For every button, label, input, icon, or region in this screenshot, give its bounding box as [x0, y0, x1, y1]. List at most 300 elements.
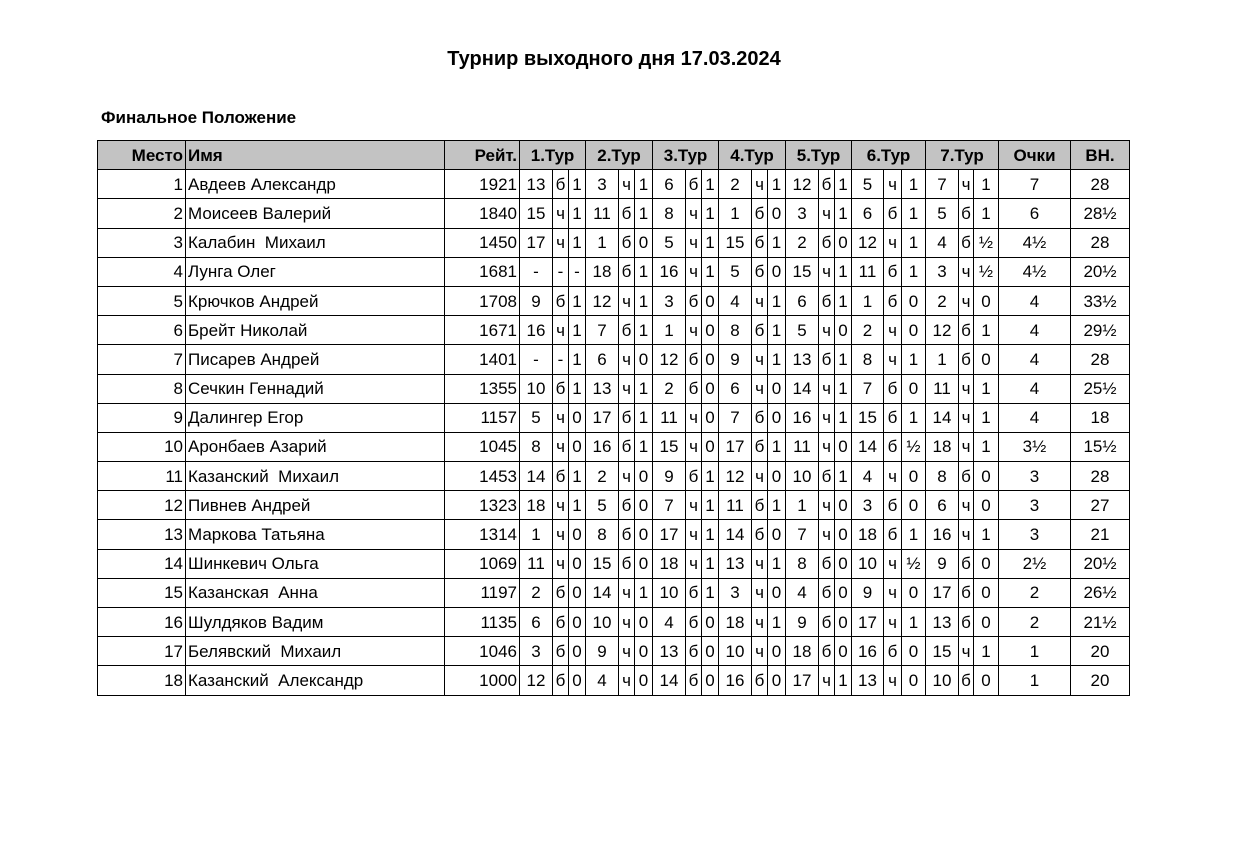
header-points: Очки: [999, 141, 1071, 170]
opponent-cell: -: [520, 345, 553, 374]
tiebreak-cell: 20½: [1071, 257, 1130, 286]
opponent-cell: 6: [719, 374, 752, 403]
color-cell: б: [884, 432, 902, 461]
points-cell: 4: [999, 403, 1071, 432]
color-cell: б: [959, 199, 974, 228]
player-name-cell: Маркова Татьяна: [186, 520, 445, 549]
table-row: [98, 403, 1130, 432]
color-cell: б: [752, 257, 768, 286]
result-cell: 0: [569, 549, 586, 578]
rating-cell: 1708: [445, 286, 520, 315]
color-cell: ч: [619, 578, 635, 607]
tiebreak-cell: 25½: [1071, 374, 1130, 403]
opponent-cell: 13: [719, 549, 752, 578]
header-round: 7.Тур: [926, 141, 999, 170]
player-name-cell: Далингер Егор: [186, 403, 445, 432]
opponent-cell: 10: [852, 549, 884, 578]
rating-cell: 1355: [445, 374, 520, 403]
color-cell: ч: [752, 170, 768, 199]
color-cell: б: [752, 432, 768, 461]
opponent-cell: 7: [852, 374, 884, 403]
result-cell: 1: [702, 578, 719, 607]
color-cell: ч: [686, 199, 702, 228]
place-cell: 18: [98, 666, 186, 695]
result-cell: 1: [768, 549, 786, 578]
result-cell: ½: [974, 257, 999, 286]
color-cell: б: [686, 462, 702, 491]
result-cell: 1: [768, 491, 786, 520]
place-cell: 5: [98, 286, 186, 315]
color-cell: ч: [619, 462, 635, 491]
opponent-cell: 13: [852, 666, 884, 695]
place-cell: 13: [98, 520, 186, 549]
opponent-cell: 3: [852, 491, 884, 520]
result-cell: 0: [702, 432, 719, 461]
result-cell: 1: [569, 170, 586, 199]
rating-cell: 1401: [445, 345, 520, 374]
tiebreak-cell: 28: [1071, 345, 1130, 374]
result-cell: 1: [635, 170, 653, 199]
opponent-cell: 7: [653, 491, 686, 520]
color-cell: ч: [619, 637, 635, 666]
result-cell: 0: [835, 520, 852, 549]
color-cell: б: [884, 257, 902, 286]
tiebreak-cell: 21½: [1071, 608, 1130, 637]
opponent-cell: 4: [586, 666, 619, 695]
result-cell: 1: [835, 666, 852, 695]
result-cell: 1: [902, 199, 926, 228]
result-cell: 1: [835, 374, 852, 403]
place-cell: 14: [98, 549, 186, 578]
color-cell: ч: [686, 520, 702, 549]
points-cell: 2: [999, 608, 1071, 637]
color-cell: ч: [619, 374, 635, 403]
color-cell: б: [619, 520, 635, 549]
opponent-cell: 13: [926, 608, 959, 637]
result-cell: 0: [635, 666, 653, 695]
opponent-cell: 3: [586, 170, 619, 199]
points-cell: 1: [999, 666, 1071, 695]
tiebreak-cell: 20½: [1071, 549, 1130, 578]
color-cell: ч: [884, 170, 902, 199]
opponent-cell: 6: [926, 491, 959, 520]
result-cell: 0: [702, 608, 719, 637]
standings-table: [97, 140, 1130, 696]
opponent-cell: 2: [852, 316, 884, 345]
opponent-cell: 9: [586, 637, 619, 666]
result-cell: 0: [835, 637, 852, 666]
opponent-cell: 11: [786, 432, 819, 461]
color-cell: б: [959, 608, 974, 637]
opponent-cell: 2: [926, 286, 959, 315]
opponent-cell: 18: [786, 637, 819, 666]
opponent-cell: 13: [786, 345, 819, 374]
color-cell: ч: [553, 403, 569, 432]
opponent-cell: 6: [852, 199, 884, 228]
color-cell: б: [686, 666, 702, 695]
color-cell: ч: [959, 491, 974, 520]
opponent-cell: 18: [586, 257, 619, 286]
opponent-cell: 16: [653, 257, 686, 286]
place-cell: 15: [98, 578, 186, 607]
color-cell: б: [819, 286, 835, 315]
color-cell: ч: [752, 549, 768, 578]
color-cell: б: [752, 199, 768, 228]
color-cell: ч: [752, 637, 768, 666]
color-cell: ч: [884, 608, 902, 637]
opponent-cell: 12: [786, 170, 819, 199]
color-cell: б: [686, 578, 702, 607]
header-round: 2.Тур: [586, 141, 653, 170]
tiebreak-cell: 27: [1071, 491, 1130, 520]
color-cell: ч: [752, 345, 768, 374]
color-cell: б: [959, 228, 974, 257]
place-cell: 6: [98, 316, 186, 345]
opponent-cell: 14: [653, 666, 686, 695]
opponent-cell: 7: [926, 170, 959, 199]
opponent-cell: 8: [786, 549, 819, 578]
table-row: [98, 374, 1130, 403]
color-cell: ч: [884, 462, 902, 491]
color-cell: ч: [884, 316, 902, 345]
result-cell: 0: [768, 462, 786, 491]
result-cell: 0: [835, 549, 852, 578]
result-cell: 1: [835, 403, 852, 432]
table-row: [98, 637, 1130, 666]
result-cell: -: [569, 257, 586, 286]
color-cell: ч: [819, 432, 835, 461]
opponent-cell: 8: [520, 432, 553, 461]
result-cell: 1: [635, 432, 653, 461]
color-cell: ч: [686, 257, 702, 286]
player-name-cell: Лунга Олег: [186, 257, 445, 286]
opponent-cell: 6: [520, 608, 553, 637]
tiebreak-cell: 18: [1071, 403, 1130, 432]
rating-cell: 1450: [445, 228, 520, 257]
player-name-cell: Шинкевич Ольга: [186, 549, 445, 578]
result-cell: 0: [569, 403, 586, 432]
color-cell: ч: [553, 199, 569, 228]
header-name: Имя: [186, 141, 445, 170]
opponent-cell: 15: [586, 549, 619, 578]
opponent-cell: 11: [520, 549, 553, 578]
color-cell: б: [553, 637, 569, 666]
opponent-cell: 7: [786, 520, 819, 549]
player-name-cell: Казанский Александр: [186, 666, 445, 695]
color-cell: б: [619, 316, 635, 345]
result-cell: 0: [902, 666, 926, 695]
color-cell: ч: [959, 257, 974, 286]
result-cell: ½: [902, 549, 926, 578]
opponent-cell: 1: [852, 286, 884, 315]
color-cell: ч: [752, 374, 768, 403]
opponent-cell: 14: [852, 432, 884, 461]
points-cell: 2: [999, 578, 1071, 607]
color-cell: б: [884, 374, 902, 403]
result-cell: 1: [702, 549, 719, 578]
opponent-cell: 7: [586, 316, 619, 345]
player-name-cell: Белявский Михаил: [186, 637, 445, 666]
opponent-cell: 13: [586, 374, 619, 403]
result-cell: 0: [702, 374, 719, 403]
color-cell: б: [819, 462, 835, 491]
opponent-cell: 14: [586, 578, 619, 607]
color-cell: ч: [819, 257, 835, 286]
color-cell: б: [884, 286, 902, 315]
color-cell: б: [553, 286, 569, 315]
player-name-cell: Шулдяков Вадим: [186, 608, 445, 637]
result-cell: 1: [835, 345, 852, 374]
result-cell: 1: [702, 199, 719, 228]
result-cell: 1: [702, 257, 719, 286]
result-cell: 1: [974, 374, 999, 403]
opponent-cell: 11: [719, 491, 752, 520]
color-cell: б: [959, 462, 974, 491]
result-cell: 0: [635, 491, 653, 520]
points-cell: 3: [999, 491, 1071, 520]
color-cell: ч: [959, 374, 974, 403]
opponent-cell: 9: [926, 549, 959, 578]
color-cell: ч: [553, 491, 569, 520]
points-cell: 4: [999, 316, 1071, 345]
opponent-cell: 17: [852, 608, 884, 637]
result-cell: 1: [974, 432, 999, 461]
points-cell: 7: [999, 170, 1071, 199]
tiebreak-cell: 26½: [1071, 578, 1130, 607]
color-cell: ч: [884, 666, 902, 695]
result-cell: 1: [835, 199, 852, 228]
result-cell: 1: [569, 345, 586, 374]
tiebreak-cell: 21: [1071, 520, 1130, 549]
color-cell: ч: [959, 432, 974, 461]
table-row: [98, 199, 1130, 228]
color-cell: ч: [884, 228, 902, 257]
rating-cell: 1157: [445, 403, 520, 432]
color-cell: б: [884, 520, 902, 549]
result-cell: 1: [635, 403, 653, 432]
result-cell: 0: [768, 257, 786, 286]
opponent-cell: 11: [653, 403, 686, 432]
color-cell: ч: [884, 345, 902, 374]
player-name-cell: Аронбаев Азарий: [186, 432, 445, 461]
color-cell: б: [819, 578, 835, 607]
opponent-cell: 17: [520, 228, 553, 257]
color-cell: ч: [553, 520, 569, 549]
header-tiebreak: ВН.: [1071, 141, 1130, 170]
color-cell: ч: [553, 316, 569, 345]
place-cell: 3: [98, 228, 186, 257]
rating-cell: 1921: [445, 170, 520, 199]
opponent-cell: 7: [719, 403, 752, 432]
result-cell: 0: [974, 462, 999, 491]
result-cell: 0: [569, 578, 586, 607]
opponent-cell: 3: [926, 257, 959, 286]
color-cell: б: [884, 403, 902, 432]
color-cell: б: [553, 608, 569, 637]
result-cell: 1: [768, 228, 786, 257]
points-cell: 4: [999, 345, 1071, 374]
points-cell: 3½: [999, 432, 1071, 461]
color-cell: ч: [752, 608, 768, 637]
points-cell: 1: [999, 637, 1071, 666]
color-cell: ч: [553, 228, 569, 257]
color-cell: ч: [686, 549, 702, 578]
color-cell: б: [752, 228, 768, 257]
tiebreak-cell: 20: [1071, 637, 1130, 666]
result-cell: 0: [835, 491, 852, 520]
result-cell: 1: [768, 286, 786, 315]
result-cell: 0: [974, 666, 999, 695]
opponent-cell: 5: [586, 491, 619, 520]
result-cell: 0: [635, 637, 653, 666]
table-row: [98, 462, 1130, 491]
opponent-cell: 18: [653, 549, 686, 578]
opponent-cell: 18: [926, 432, 959, 461]
result-cell: 0: [902, 491, 926, 520]
table-row: [98, 520, 1130, 549]
opponent-cell: 10: [719, 637, 752, 666]
color-cell: б: [752, 666, 768, 695]
opponent-cell: 15: [852, 403, 884, 432]
opponent-cell: 17: [653, 520, 686, 549]
result-cell: 1: [702, 170, 719, 199]
result-cell: 1: [569, 374, 586, 403]
opponent-cell: 1: [653, 316, 686, 345]
opponent-cell: 1: [520, 520, 553, 549]
player-name-cell: Пивнев Андрей: [186, 491, 445, 520]
result-cell: 0: [974, 549, 999, 578]
result-cell: 0: [569, 608, 586, 637]
result-cell: 1: [902, 608, 926, 637]
color-cell: ч: [619, 286, 635, 315]
points-cell: 4½: [999, 228, 1071, 257]
color-cell: б: [752, 491, 768, 520]
color-cell: б: [686, 286, 702, 315]
opponent-cell: 16: [586, 432, 619, 461]
result-cell: ½: [902, 432, 926, 461]
result-cell: 0: [635, 228, 653, 257]
result-cell: 0: [702, 637, 719, 666]
color-cell: б: [884, 637, 902, 666]
opponent-cell: 8: [719, 316, 752, 345]
result-cell: 1: [702, 462, 719, 491]
color-cell: б: [553, 578, 569, 607]
opponent-cell: 6: [586, 345, 619, 374]
color-cell: б: [686, 637, 702, 666]
opponent-cell: 8: [586, 520, 619, 549]
opponent-cell: 8: [852, 345, 884, 374]
tiebreak-cell: 33½: [1071, 286, 1130, 315]
table-row: [98, 286, 1130, 315]
tiebreak-cell: 29½: [1071, 316, 1130, 345]
color-cell: б: [752, 520, 768, 549]
result-cell: 0: [635, 520, 653, 549]
table-row: [98, 345, 1130, 374]
opponent-cell: 12: [719, 462, 752, 491]
color-cell: б: [959, 666, 974, 695]
result-cell: 1: [635, 199, 653, 228]
result-cell: 0: [768, 520, 786, 549]
opponent-cell: -: [520, 257, 553, 286]
opponent-cell: 3: [520, 637, 553, 666]
result-cell: 0: [974, 286, 999, 315]
color-cell: ч: [959, 286, 974, 315]
result-cell: 1: [768, 608, 786, 637]
result-cell: 0: [974, 608, 999, 637]
result-cell: 1: [974, 170, 999, 199]
color-cell: ч: [959, 637, 974, 666]
opponent-cell: 2: [653, 374, 686, 403]
result-cell: 1: [974, 199, 999, 228]
color-cell: ч: [619, 666, 635, 695]
color-cell: ч: [884, 549, 902, 578]
color-cell: ч: [553, 549, 569, 578]
result-cell: 0: [702, 286, 719, 315]
opponent-cell: 15: [786, 257, 819, 286]
opponent-cell: 4: [653, 608, 686, 637]
result-cell: 0: [974, 578, 999, 607]
color-cell: б: [553, 170, 569, 199]
opponent-cell: 13: [653, 637, 686, 666]
result-cell: 0: [902, 374, 926, 403]
result-cell: 0: [635, 462, 653, 491]
player-name-cell: Моисеев Валерий: [186, 199, 445, 228]
color-cell: -: [553, 257, 569, 286]
rating-cell: 1453: [445, 462, 520, 491]
place-cell: 2: [98, 199, 186, 228]
opponent-cell: 4: [719, 286, 752, 315]
points-cell: 4: [999, 286, 1071, 315]
result-cell: 1: [902, 257, 926, 286]
color-cell: б: [959, 578, 974, 607]
result-cell: 0: [974, 345, 999, 374]
result-cell: 0: [569, 520, 586, 549]
place-cell: 9: [98, 403, 186, 432]
table-row: [98, 257, 1130, 286]
opponent-cell: 6: [786, 286, 819, 315]
opponent-cell: 16: [852, 637, 884, 666]
color-cell: б: [619, 549, 635, 578]
opponent-cell: 10: [586, 608, 619, 637]
result-cell: 0: [702, 403, 719, 432]
result-cell: 1: [902, 228, 926, 257]
result-cell: 0: [768, 578, 786, 607]
result-cell: ½: [974, 228, 999, 257]
result-cell: 1: [835, 257, 852, 286]
opponent-cell: 9: [786, 608, 819, 637]
color-cell: -: [553, 345, 569, 374]
color-cell: ч: [819, 374, 835, 403]
result-cell: 0: [702, 316, 719, 345]
color-cell: б: [959, 549, 974, 578]
result-cell: 1: [635, 286, 653, 315]
result-cell: 1: [569, 491, 586, 520]
opponent-cell: 5: [719, 257, 752, 286]
opponent-cell: 11: [852, 257, 884, 286]
result-cell: 1: [569, 228, 586, 257]
result-cell: 0: [768, 374, 786, 403]
opponent-cell: 17: [926, 578, 959, 607]
opponent-cell: 9: [653, 462, 686, 491]
result-cell: 1: [902, 403, 926, 432]
table-row: [98, 491, 1130, 520]
table-row: [98, 316, 1130, 345]
opponent-cell: 15: [653, 432, 686, 461]
section-subtitle: Финальное Положение: [101, 108, 297, 127]
opponent-cell: 2: [520, 578, 553, 607]
tiebreak-cell: 28: [1071, 228, 1130, 257]
opponent-cell: 12: [586, 286, 619, 315]
